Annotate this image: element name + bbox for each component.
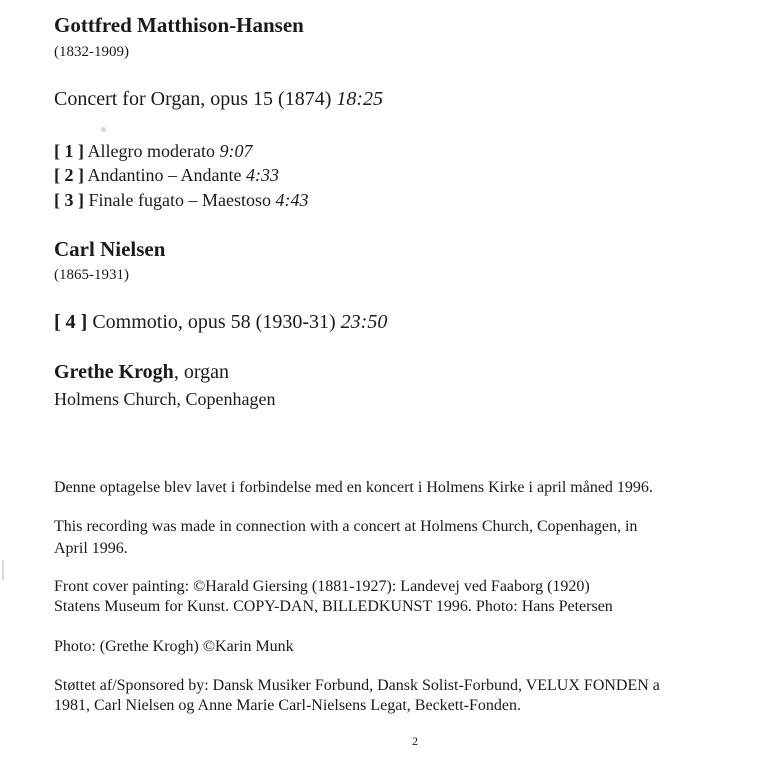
track-title: Finale fugato – Maestoso (88, 190, 271, 210)
track-title: Commotio, opus 58 (1930-31) (92, 311, 336, 333)
scan-speck (101, 127, 106, 132)
track-row (54, 141, 252, 162)
work-duration: 18:25 (336, 88, 384, 110)
cover-credit: Front cover painting: ©Harald Giersing (1881-1927): Landevej ved Faaborg (1920) (54, 578, 590, 595)
sponsor-credit-cont: 1981, Carl Nielsen og Anne Marie Carl-Nielsens Legat, Beckett-Fonden. (54, 697, 521, 714)
venue: Holmens Church, Copenhagen (54, 389, 276, 409)
performer-role: , organ (173, 361, 229, 383)
track-title: Andantino – Andante (87, 165, 242, 185)
track-duration: 23:50 (340, 311, 388, 333)
composer-dates: (1832-1909) (54, 44, 129, 60)
recording-note-danish: Denne optagelse blev lavet i forbindelse med en koncert i Holmens Kirke i april måned 1996. (54, 479, 653, 496)
photo-credit: Photo: (Grethe Krogh) ©Karin Munk (54, 638, 294, 655)
performer-name: Grethe Krogh (54, 361, 174, 383)
cover-credit-cont: Statens Museum for Kunst. COPY-DAN, BILLEDKUNST 1996. Photo: Hans Petersen (54, 598, 613, 615)
track-duration: 4:33 (246, 165, 279, 185)
work-title-line (54, 88, 383, 111)
track-row (54, 190, 308, 211)
work-title: Concert for Organ, opus 15 (1874) (54, 88, 332, 110)
track-row (54, 311, 387, 334)
track-duration: 4:43 (275, 190, 309, 210)
track-number: [ 4 ] (54, 311, 88, 333)
track-row (54, 165, 279, 186)
performer-line (54, 361, 229, 384)
track-number: [ 3 ] (54, 190, 84, 210)
track-number: [ 2 ] (54, 165, 84, 185)
recording-note-english: This recording was made in connection with a concert at Holmens Church, Copenhagen, in (54, 518, 638, 535)
recording-note-english-cont: April 1996. (54, 540, 128, 557)
composer-name: Carl Nielsen (54, 237, 166, 261)
sponsor-credit: Støttet af/Sponsored by: Dansk Musiker Forbund, Dansk Solist-Forbund, VELUX FONDEN a (54, 677, 660, 694)
scan-speck (2, 560, 4, 580)
page-number: 2 (412, 734, 418, 748)
track-number: [ 1 ] (54, 141, 84, 161)
track-title: Allegro moderato (87, 141, 215, 161)
track-duration: 9:07 (219, 141, 253, 161)
composer-dates: (1865-1931) (54, 267, 129, 283)
composer-name: Gottfred Matthison-Hansen (54, 13, 304, 37)
